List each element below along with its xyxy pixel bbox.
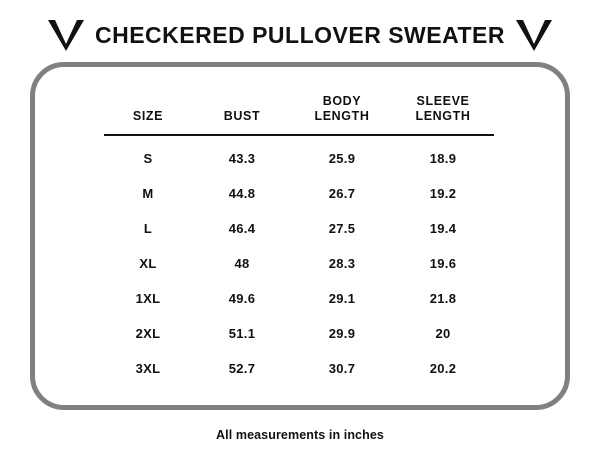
cell-size: S bbox=[143, 150, 153, 166]
cell-size: M bbox=[142, 185, 154, 201]
column-header-size-line1: SIZE bbox=[132, 109, 164, 124]
cell-sleeve-length: 19.2 bbox=[429, 185, 457, 201]
size-table bbox=[104, 92, 494, 386]
cell-sleeve-length: 20.2 bbox=[429, 360, 457, 376]
table-row bbox=[104, 316, 494, 351]
cell-bust: 52.7 bbox=[228, 360, 256, 376]
column-header-bust-line1: BUST bbox=[223, 109, 261, 124]
table-header-row bbox=[104, 92, 494, 135]
column-header-size bbox=[104, 92, 192, 135]
cell-sleeve-length: 19.4 bbox=[429, 220, 457, 236]
cell-size: 1XL bbox=[135, 290, 161, 306]
cell-bust: 46.4 bbox=[228, 220, 256, 236]
cell-bust: 48 bbox=[234, 255, 250, 271]
column-header-sleeve-length-line2: LENGTH bbox=[415, 109, 471, 124]
column-header-body-length-line1: BODY bbox=[322, 94, 362, 108]
cell-body-length: 28.3 bbox=[328, 255, 356, 271]
column-header-sleeve-length bbox=[392, 92, 494, 135]
cell-bust: 51.1 bbox=[228, 325, 256, 341]
cell-body-length: 26.7 bbox=[328, 185, 356, 201]
table-row bbox=[104, 176, 494, 211]
column-header-body-length-line2: LENGTH bbox=[314, 109, 370, 124]
column-header-body-length bbox=[292, 92, 392, 135]
cell-body-length: 25.9 bbox=[328, 150, 356, 166]
size-table-container bbox=[104, 92, 494, 386]
cell-body-length: 27.5 bbox=[328, 220, 356, 236]
cell-sleeve-length: 18.9 bbox=[429, 150, 457, 166]
cell-body-length: 30.7 bbox=[328, 360, 356, 376]
column-header-sleeve-length-line1: SLEEVE bbox=[416, 94, 470, 108]
table-row bbox=[104, 281, 494, 316]
cell-bust: 49.6 bbox=[228, 290, 256, 306]
table-row bbox=[104, 211, 494, 246]
cell-bust: 44.8 bbox=[228, 185, 256, 201]
measurement-units-note: All measurements in inches bbox=[216, 428, 384, 442]
cell-body-length: 29.1 bbox=[328, 290, 356, 306]
table-row bbox=[104, 135, 494, 176]
cell-sleeve-length: 21.8 bbox=[429, 290, 457, 306]
m-chevron-logo-left-icon bbox=[47, 18, 85, 52]
m-chevron-logo-right-icon bbox=[515, 18, 553, 52]
table-row bbox=[104, 246, 494, 281]
cell-bust: 43.3 bbox=[228, 150, 256, 166]
cell-size: 2XL bbox=[135, 325, 161, 341]
column-header-bust bbox=[192, 92, 292, 135]
cell-size: XL bbox=[139, 255, 157, 271]
cell-size: 3XL bbox=[135, 360, 161, 376]
cell-body-length: 29.9 bbox=[328, 325, 356, 341]
cell-sleeve-length: 19.6 bbox=[429, 255, 457, 271]
cell-sleeve-length: 20 bbox=[435, 325, 451, 341]
page-title: CHECKERED PULLOVER SWEATER bbox=[95, 21, 505, 48]
header bbox=[0, 14, 600, 56]
cell-size: L bbox=[143, 220, 153, 236]
table-row bbox=[104, 351, 494, 386]
